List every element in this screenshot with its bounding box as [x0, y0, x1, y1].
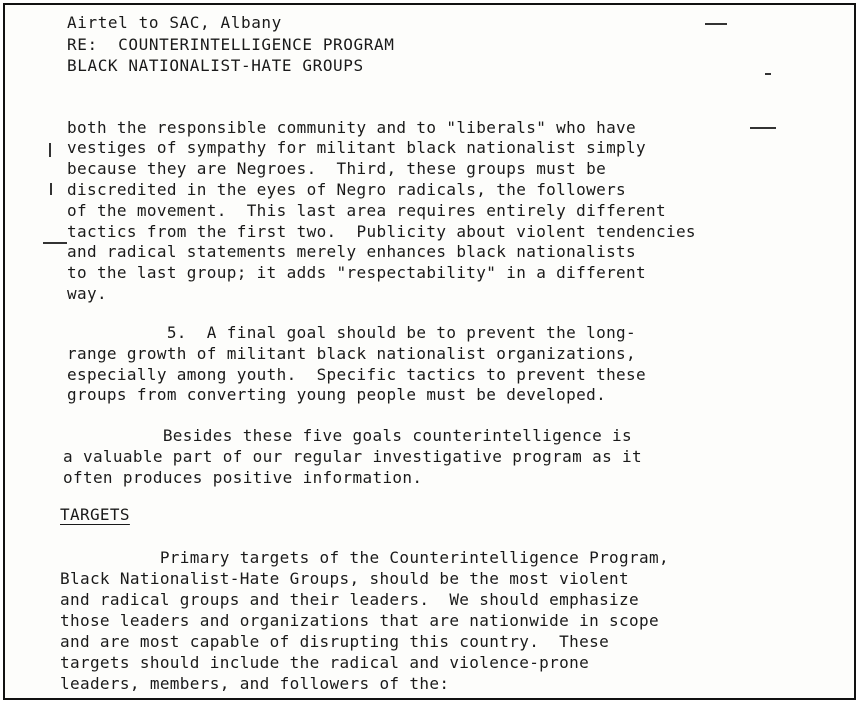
paragraph-1-line: way.: [67, 284, 107, 303]
scan-mark: [705, 23, 727, 25]
paragraph-4-line: leaders, members, and followers of the:: [60, 674, 450, 693]
paragraph-1-line: to the last group; it adds "respectability" in a different: [67, 263, 647, 282]
scan-mark: [43, 242, 67, 244]
paragraph-4-line: those leaders and organizations that are nationwide in scope: [60, 611, 659, 630]
paragraph-2-line: range growth of militant black nationalist organizations,: [67, 344, 637, 363]
targets-heading: TARGETS: [60, 505, 130, 524]
paragraph-1-line: tactics from the first two. Publicity about violent tendencies: [67, 222, 696, 241]
scan-mark: [49, 143, 51, 157]
paragraph-3-line: a valuable part of our regular investigative program as it: [63, 447, 643, 466]
memo-header-line-1: Airtel to SAC, Albany: [67, 13, 282, 32]
paragraph-1-line: and radical statements merely enhances black nationalists: [67, 242, 637, 261]
paragraph-4-line: and radical groups and their leaders. We should emphasize: [60, 590, 640, 609]
paragraph-4-line: Black Nationalist-Hate Groups, should be the most violent: [60, 569, 630, 588]
scan-mark: [750, 127, 776, 129]
document-page: [3, 3, 856, 700]
paragraph-4-line: Primary targets of the Counterintelligence Program,: [60, 548, 669, 567]
memo-header-line-3: BLACK NATIONALIST-HATE GROUPS: [67, 56, 364, 75]
paragraph-1-line: because they are Negroes. Third, these groups must be: [67, 159, 607, 178]
paragraph-2-line: especially among youth. Specific tactics to prevent these: [67, 365, 647, 384]
paragraph-2-line: 5. A final goal should be to prevent the long-: [67, 323, 637, 342]
memo-header-line-2: RE: COUNTERINTELLIGENCE PROGRAM: [67, 35, 395, 54]
paragraph-1-line: discredited in the eyes of Negro radicals, the followers: [67, 180, 627, 199]
paragraph-2-line: groups from converting young people must be developed.: [67, 385, 607, 404]
paragraph-4-line: and are most capable of disrupting this country. These: [60, 632, 610, 651]
paragraph-1-line: both the responsible community and to "liberals" who have: [67, 118, 637, 137]
paragraph-4-line: targets should include the radical and violence-prone: [60, 653, 590, 672]
paragraph-1-line: vestiges of sympathy for militant black nationalist simply: [67, 138, 647, 157]
paragraph-1-line: of the movement. This last area requires entirely different: [67, 201, 666, 220]
scan-mark: [50, 183, 52, 195]
paragraph-3-line: often produces positive information.: [63, 468, 423, 487]
scan-mark: [765, 73, 771, 75]
paragraph-3-line: Besides these five goals counterintelligence is: [63, 426, 633, 445]
